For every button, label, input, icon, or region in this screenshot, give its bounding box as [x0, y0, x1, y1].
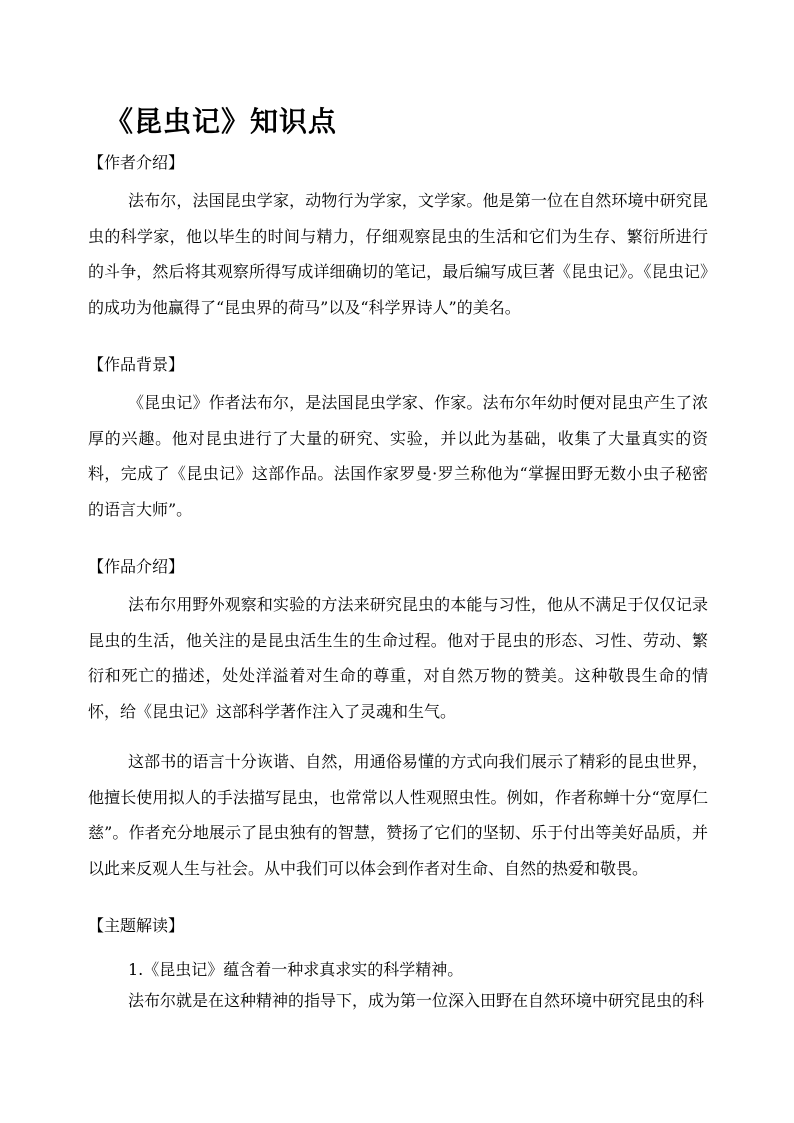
page-title: 《昆虫记》知识点 [105, 105, 338, 138]
paragraph-introduction-1: 法布尔用野外观察和实验的方法来研究昆虫的本能与习性，他从不满足于仅仅记录昆虫的生活，他关注的是昆虫活生生的生命过程。他对于昆虫的形态、习性、劳动、繁衍和死亡的描述，处处洋溢着对生命的尊重，对自然万物的赞美。这种敬畏生命的情怀，给《昆虫记》这部科学著作注入了灵魂和生气。 [88, 595, 708, 721]
paragraph-author: 法布尔，法国昆虫学家，动物行为学家，文学家。他是第一位在自然环境中研究昆虫的科学家，他以毕生的时间与精力，仔细观察昆虫的生活和它们为生存、繁衍所进行的斗争，然后将其观察所得写成详细确切的笔记，最后编写成巨著《昆虫记》。《昆虫记》的成功为他赢得了“昆虫界的荷马”以及“科学界诗人”的美名。 [88, 191, 708, 317]
theme-list-item-1: 1.《昆虫记》蕴含着一种求真求实的科学精神。 [128, 960, 464, 979]
section-heading-theme: 【主题解读】 [88, 916, 185, 935]
paragraph-background: 《昆虫记》作者法布尔，是法国昆虫学家、作家。法布尔年幼时便对昆虫产生了浓厚的兴趣。他对昆虫进行了大量的研究、实验，并以此为基础，收集了大量真实的资料，完成了《昆虫记》这部作品。法国作家罗曼·罗兰称他为“掌握田野无数小虫子秘密的语言大师”。 [88, 393, 708, 519]
paragraph-introduction-2: 这部书的语言十分诙谐、自然，用通俗易懂的方式向我们展示了精彩的昆虫世界，他擅长使用拟人的手法描写昆虫，也常常以人性观照虫性。例如，作者称蝉十分“宽厚仁慈”。作者充分地展示了昆虫独有的智慧，赞扬了它们的坚韧、乐于付出等美好品质，并以此来反观人生与社会。从中我们可以体会到作者对生命、自然的热爱和敬畏。 [88, 752, 708, 878]
section-heading-background: 【作品背景】 [88, 355, 185, 374]
section-heading-introduction: 【作品介绍】 [88, 557, 185, 576]
paragraph-theme-1: 法布尔就是在这种精神的指导下，成为第一位深入田野在自然环境中研究昆虫的科 [128, 991, 705, 1010]
section-heading-author: 【作者介绍】 [88, 153, 185, 172]
